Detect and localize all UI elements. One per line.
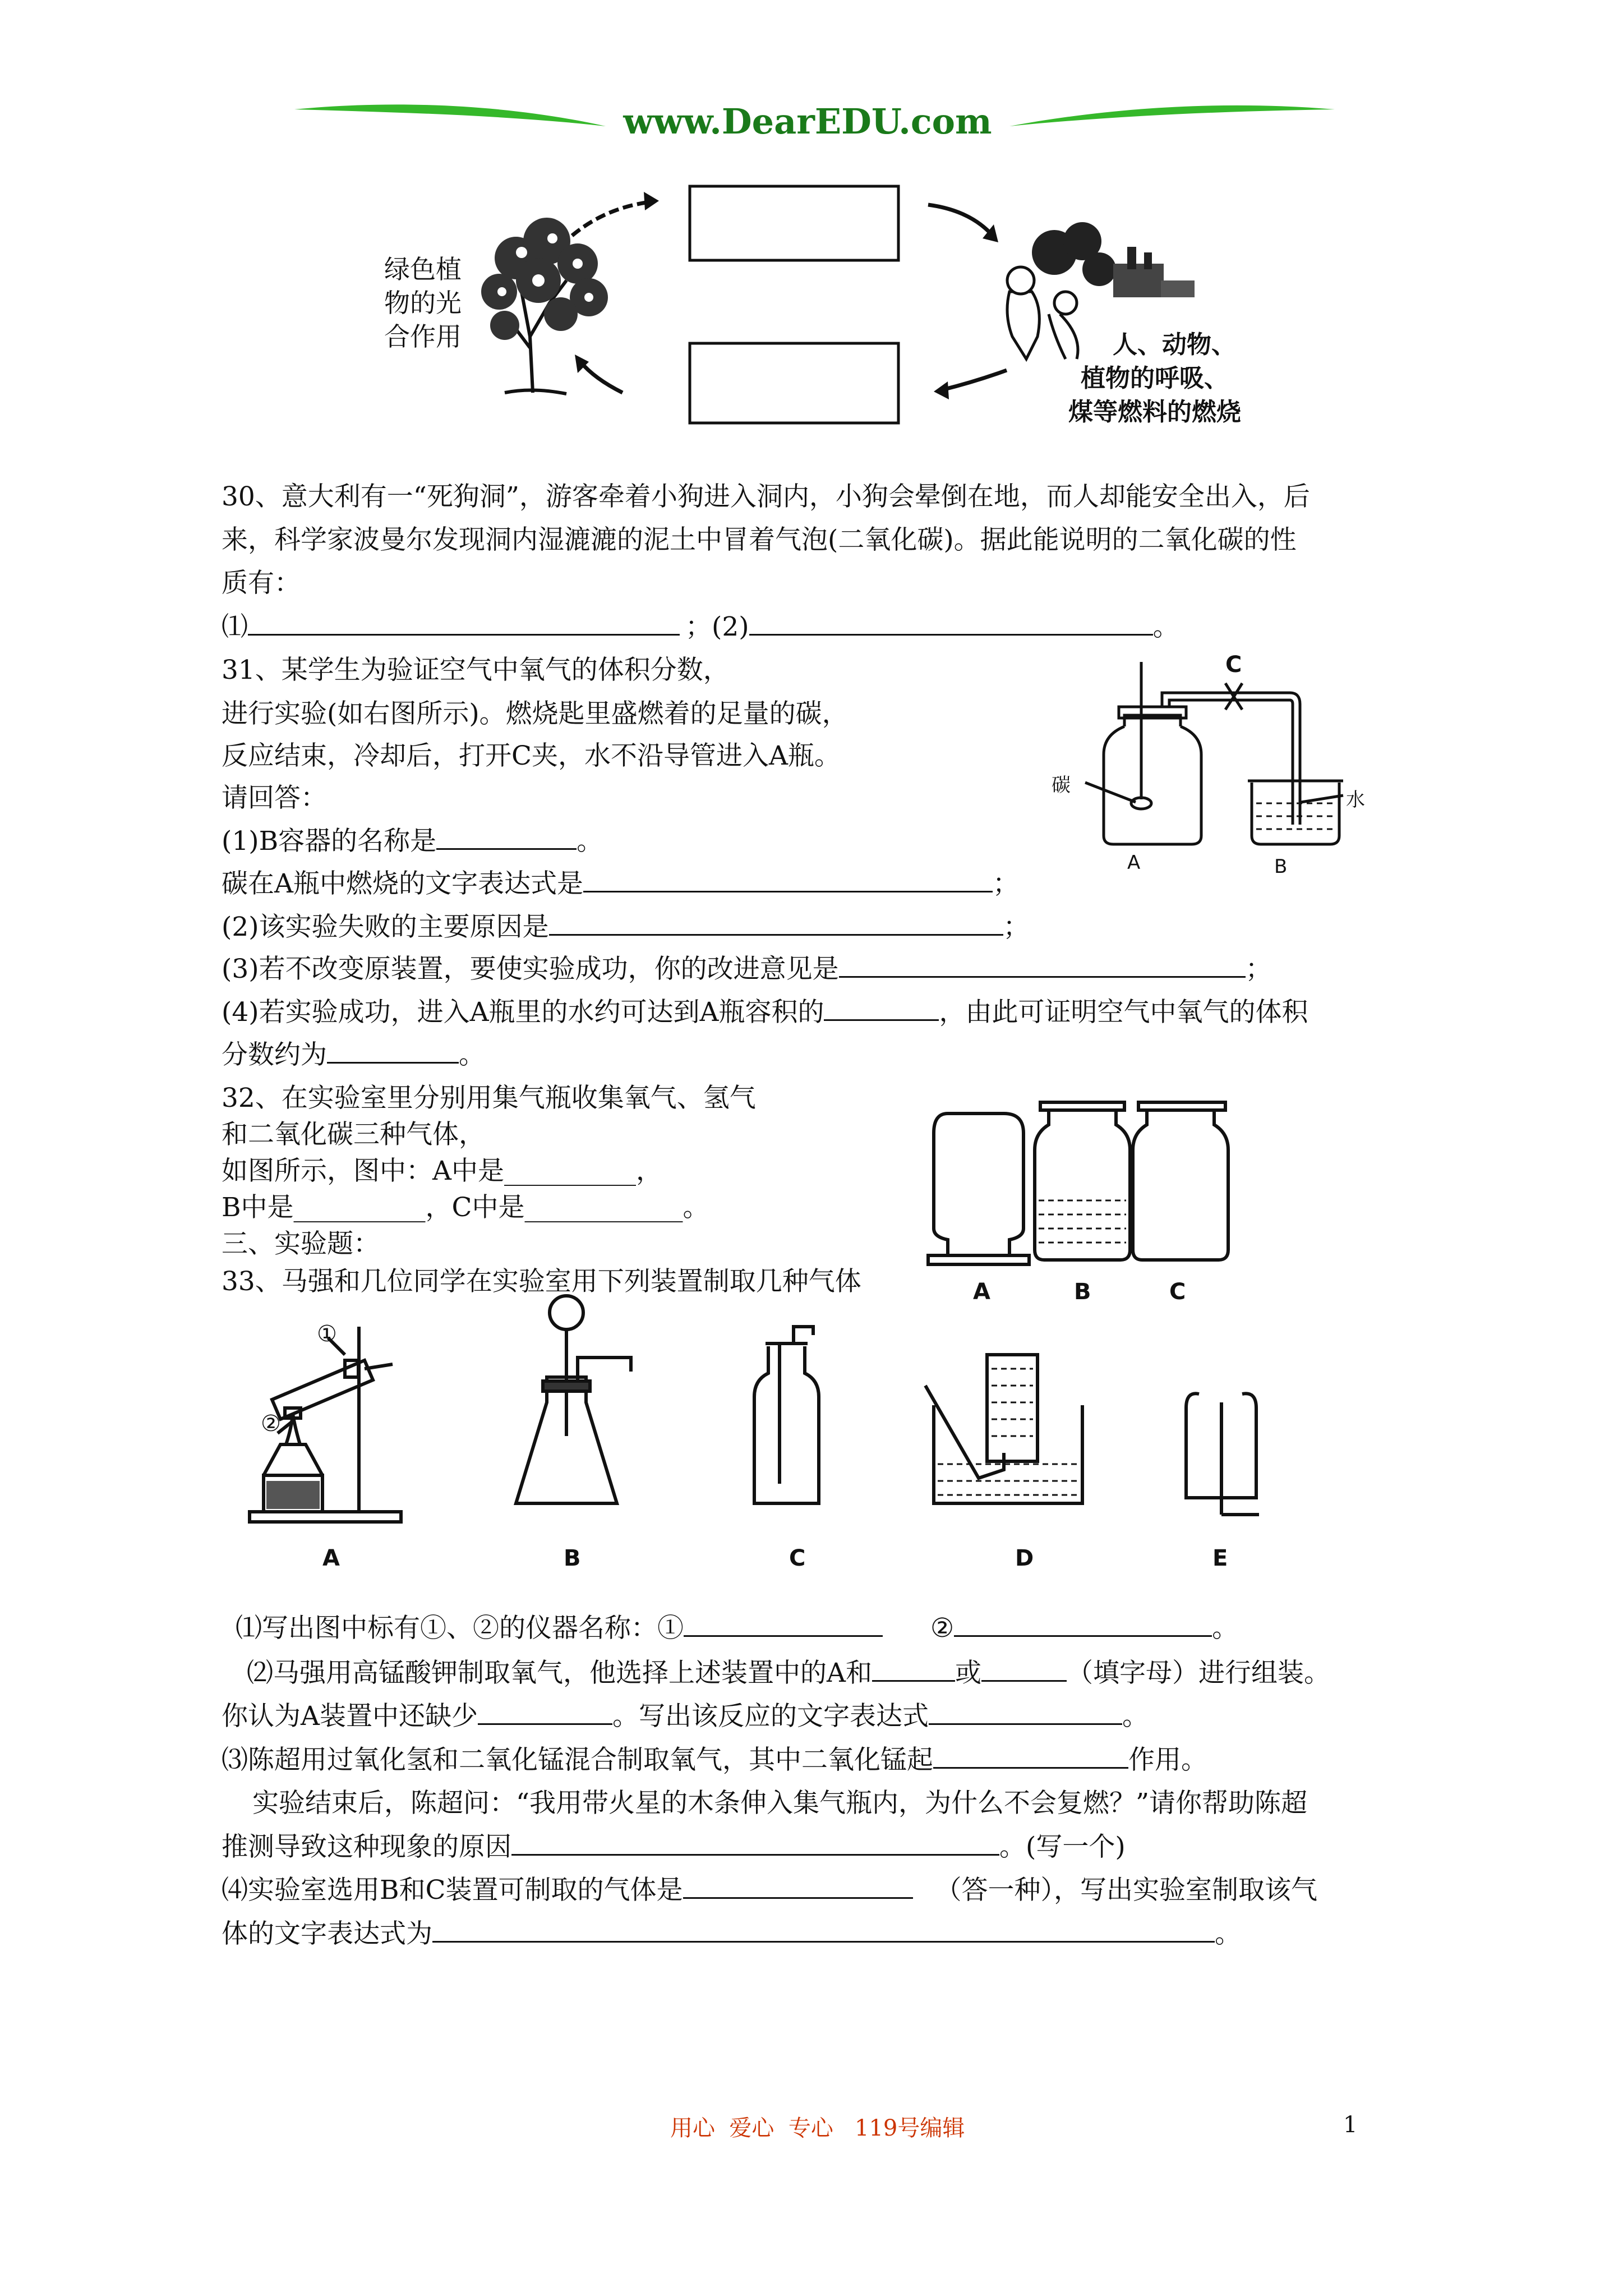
q33-blank-expression-kmno4[interactable] — [929, 1701, 1122, 1725]
q31-p4c: 分数约为 。 — [222, 1039, 485, 1070]
q32-label-b: B — [1074, 1279, 1091, 1305]
q33-p3d: 推测导致这种现象的原因 。(写一个) — [222, 1832, 1126, 1862]
q31-p1b: 碳在A瓶中燃烧的文字表达式是 ； — [222, 868, 1019, 899]
q33-label-d: D — [1015, 1545, 1034, 1571]
q31-intro-4: 请回答： — [222, 783, 327, 813]
q32-blank-c[interactable]: ____________ — [524, 1192, 683, 1223]
q31-label-carbon: 碳 — [1052, 774, 1071, 797]
q31-p1: (1)B容器的名称是 。 — [222, 826, 603, 857]
q30-line1: 30、意大利有一“死狗洞”，游客牵着小狗进入洞内，小狗会晕倒在地，而人却能安全出入，后 — [222, 481, 1310, 512]
q33-blank-role[interactable] — [933, 1745, 1128, 1769]
q31-p4: (4)若实验成功，进入A瓶里的水约可达到A瓶容积的 ，由此可证明空气中氧气的体积 — [222, 997, 1308, 1028]
q33-blank-gas[interactable] — [683, 1875, 913, 1899]
q33-blank-cause[interactable] — [511, 1832, 999, 1856]
section-3-title: 三、实验题： — [222, 1228, 380, 1259]
q33-blank-device-1[interactable] — [872, 1658, 955, 1682]
q32-line2: 和二氧化碳三种气体， — [222, 1119, 485, 1150]
q33-blank-instrument-2[interactable] — [954, 1613, 1212, 1637]
q33-mark-2: ② — [261, 1411, 281, 1437]
q33-p4c: 体的文字表达式为 。 — [222, 1918, 1241, 1949]
q32-blank-b[interactable]: __________ — [293, 1192, 426, 1223]
q31-label-water: 水 — [1346, 789, 1365, 811]
cycle-left-label: 绿色植 物的光 合作用 — [384, 254, 462, 352]
q32-label-a: A — [973, 1279, 990, 1305]
q33-p3: ⑶陈超用过氧化氢和二氧化锰混合制取氧气，其中二氧化锰起 作用。 — [222, 1745, 1207, 1775]
q32-label-c: C — [1169, 1279, 1186, 1305]
q33-label-a: A — [322, 1545, 340, 1571]
q33-label-c: C — [789, 1545, 806, 1571]
q31-label-b: B — [1274, 855, 1288, 878]
q33-p2d: 你认为A装置中还缺少 。写出该反应的文字表达式 。 — [222, 1701, 1149, 1732]
q32-blank-a[interactable]: __________ — [504, 1156, 636, 1186]
q30-line2: 来，科学家波曼尔发现洞内湿漉漉的泥土中冒着气泡(二氧化碳)。据此能说明的二氧化碳的性 — [222, 524, 1297, 555]
page-number: 1 — [1343, 2112, 1358, 2138]
q31-label-a: A — [1127, 852, 1141, 874]
q33-label-e: E — [1212, 1545, 1228, 1571]
q33-mark-1: ① — [317, 1321, 337, 1347]
q33-p1: ⑴写出图中标有①、②的仪器名称：① ② 。 — [236, 1613, 1239, 1644]
footer-text: 用心 爱心 专心 119号编辑 — [670, 2115, 965, 2141]
q33-p4: ⑷实验室选用B和C装置可制取的气体是 （答一种），写出实验室制取该气 — [222, 1875, 1317, 1906]
q32-line4: B中是__________，C中是____________。 — [222, 1192, 709, 1223]
header-site: www.DearEDU.com — [623, 101, 992, 142]
q31-intro-1: 31、某学生为验证空气中氧气的体积分数， — [222, 655, 730, 685]
q33-blank-instrument-1[interactable] — [684, 1613, 883, 1637]
q31-label-clip: C — [1225, 652, 1242, 678]
q33-intro: 33、马强和几位同学在实验室用下列装置制取几种气体 — [222, 1266, 861, 1297]
q32-line1: 32、在实验室里分别用集气瓶收集氧气、氢气 — [222, 1083, 756, 1114]
q30-answer-line: ⑴ ；(2) 。 — [222, 611, 1179, 642]
q33-blank-missing[interactable] — [478, 1701, 612, 1725]
q33-blank-device-2[interactable] — [981, 1658, 1067, 1682]
q31-p3: (3)若不改变原装置，要使实验成功，你的改进意见是 ； — [222, 954, 1272, 984]
q31-intro-2: 进行实验(如右图所示)。燃烧匙里盛燃着的足量的碳， — [222, 698, 849, 729]
cycle-right-label: 人、动物、 植物的呼吸、 煤等燃料的燃烧 — [1068, 330, 1241, 426]
q33-label-b: B — [564, 1545, 581, 1571]
q31-intro-3: 反应结束，冷却后，打开C夹，水不沿导管进入A瓶。 — [222, 740, 841, 771]
q31-p2: (2)该实验失败的主要原因是 ； — [222, 912, 1030, 942]
q33-blank-expression-gas[interactable] — [432, 1918, 1215, 1943]
q33-p3c: 实验结束后，陈超问：“我用带火星的木条伸入集气瓶内，为什么不会复燃？”请你帮助陈超 — [252, 1788, 1308, 1819]
q32-line3: 如图所示，图中：A中是__________， — [222, 1156, 662, 1186]
q30-line3: 质有： — [222, 568, 301, 599]
q33-p2: ⑵马强用高锰酸钾制取氧气，他选择上述装置中的A和 或 （填字母）进行组装。 — [247, 1658, 1330, 1688]
